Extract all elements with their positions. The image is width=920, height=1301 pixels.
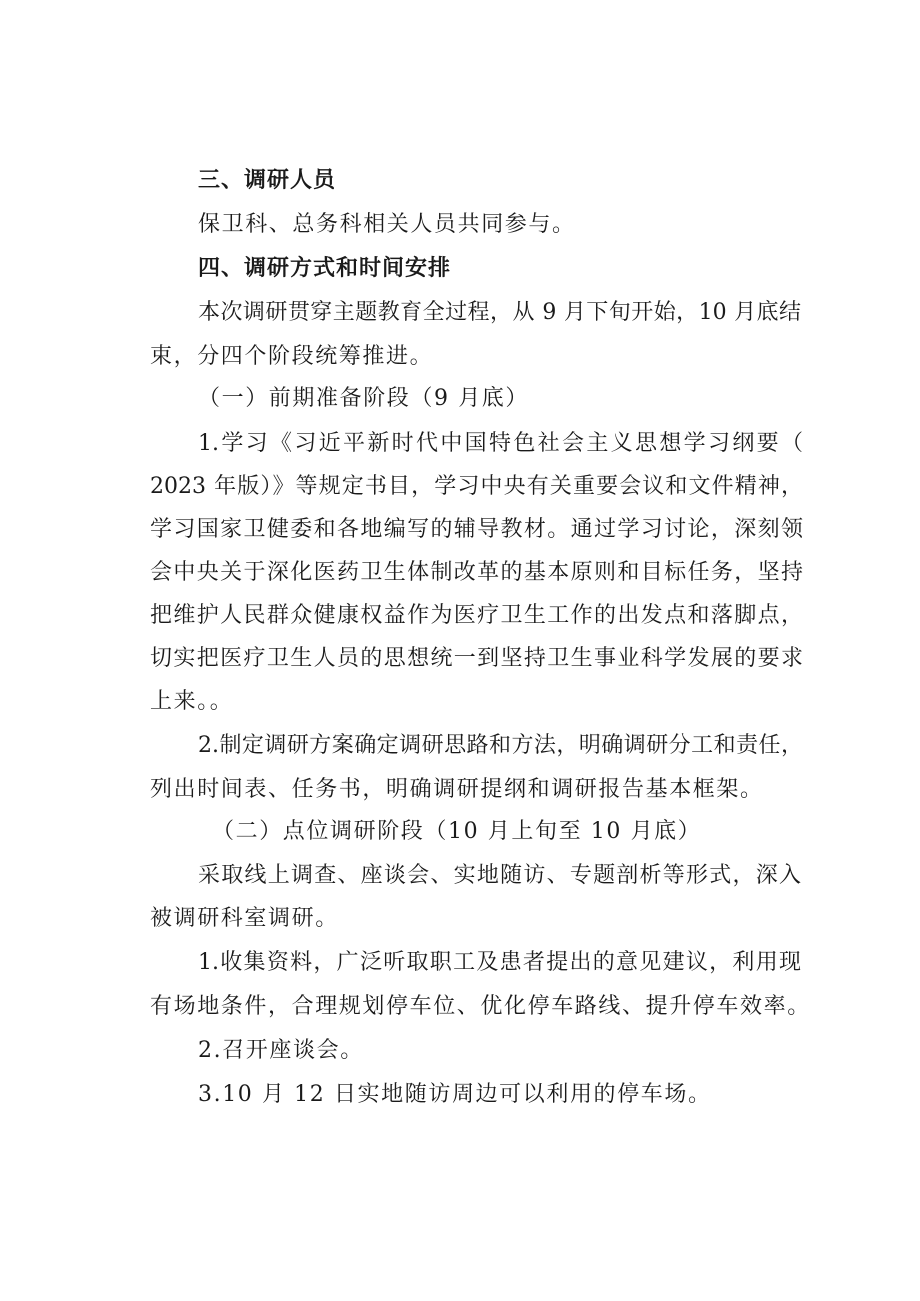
- phase-2-title: （二）点位调研阶段（10 月上旬至 10 月底）: [212, 819, 702, 844]
- phase-1-item-2-line-1: 2.制定调研方案确定调研思路和方法，明确调研分工和责任，: [198, 733, 803, 758]
- phase-2-intro-line-2: 被调研科室调研。: [150, 906, 339, 931]
- phase-1-item-1-line-4: 会中央关于深化医药卫生体制改革的基本原则和目标任务，坚持: [150, 560, 803, 585]
- phase-1-item-1-line-1: 1.学习《习近平新时代中国特色社会主义思想学习纲要（: [198, 431, 803, 456]
- section-3-body: 保卫科、总务科相关人员共同参与。: [198, 212, 576, 237]
- phase-1-item-1-line-6: 切实把医疗卫生人员的思想统一到坚持卫生事业科学发展的要求: [150, 646, 803, 671]
- section-4-intro-line-1: 本次调研贯穿主题教育全过程，从 9 月下旬开始，10 月底结: [198, 300, 801, 325]
- section-3-heading: 三、调研人员: [198, 168, 337, 193]
- phase-2-item-3: 3.10 月 12 日实地随访周边可以利用的停车场。: [198, 1082, 712, 1107]
- phase-2-item-1-line-2: 有场地条件，合理规划停车位、优化停车路线、提升停车效率。: [150, 994, 811, 1019]
- section-4-heading: 四、调研方式和时间安排: [198, 256, 452, 281]
- phase-1-item-1-line-7: 上来。。: [150, 689, 234, 714]
- section-4-intro-line-2: 束，分四个阶段统筹推进。: [150, 344, 434, 369]
- phase-1-item-1-line-2: 2023 年版）》等规定书目，学习中央有关重要会议和文件精神，: [150, 474, 803, 499]
- phase-2-item-1-line-1: 1.收集资料，广泛听取职工及患者提出的意见建议，利用现: [198, 950, 801, 975]
- phase-1-item-2-line-2: 列出时间表、任务书，明确调研提纲和调研报告基本框架。: [150, 777, 764, 802]
- phase-2-intro-line-1: 采取线上调查、座谈会、实地随访、专题剖析等形式，深入: [198, 863, 801, 888]
- phase-1-item-1-line-3: 学习国家卫健委和各地编写的辅导教材。通过学习讨论，深刻领: [150, 517, 803, 542]
- phase-2-item-2: 2.召开座谈会。: [198, 1038, 364, 1063]
- phase-1-item-1-line-5: 把维护人民群众健康权益作为医疗卫生工作的出发点和落脚点，: [150, 603, 803, 628]
- phase-1-title: （一）前期准备阶段（9 月底）: [198, 386, 529, 411]
